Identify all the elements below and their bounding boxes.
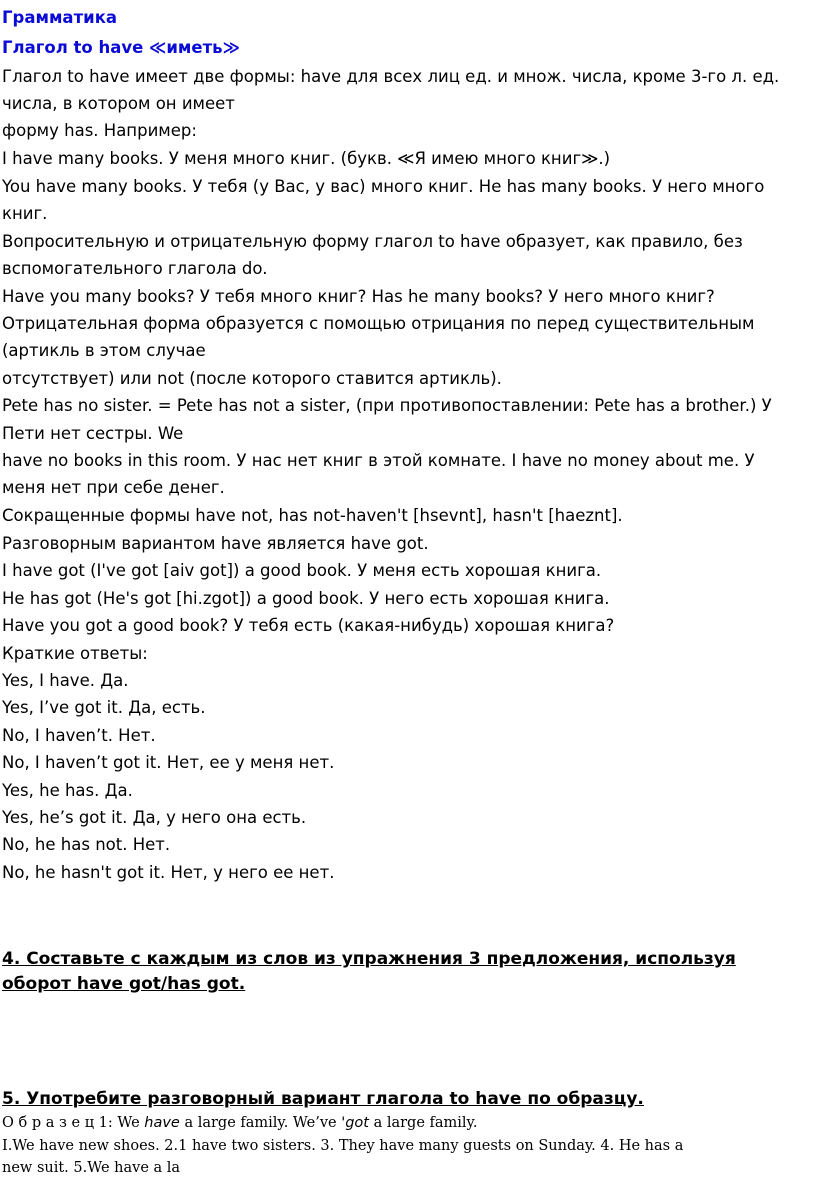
exercise-5-line: I.We have new shoes. 2.1 have two sisters. 3. They have many guests on Sunday. 4. He has a — [2, 1138, 684, 1154]
body-line: No, he hasn't got it. Нет, у него ее нет. — [2, 863, 335, 882]
body-line: форму has. Например: — [2, 121, 197, 140]
exercise-5-sample — [2, 1112, 477, 1134]
body-line: No, I haven’t. Нет. — [2, 726, 156, 745]
heading: Грамматика — [2, 8, 118, 27]
body-line: Yes, I’ve got it. Да, есть. — [2, 698, 206, 717]
body-line: числа, в котором он имеет — [2, 94, 235, 113]
sample-emphasis-got: 'got — [341, 1115, 369, 1131]
body-line: have no books in this room. У нас нет книг в этой комнате. I have no money about me. У — [2, 451, 755, 470]
sample-text: a large family. We’ve — [179, 1115, 342, 1131]
body-line: No, I haven’t got it. Нет, ее у меня нет. — [2, 753, 335, 772]
body-line: Pete has no sister. = Pete has not a sister, (при противопоставлении: Pete has a brother.) У — [2, 396, 772, 415]
body-line: Have you many books? У тебя много книг? Has he many books? У него много книг? — [2, 287, 715, 306]
exercise-5-line: new suit. 5.We have a la — [2, 1160, 181, 1176]
body-line: He has got (He's got [hi.zgot]) a good book. У него есть хорошая книга. — [2, 589, 610, 608]
sample-emphasis-have: have — [144, 1115, 180, 1131]
body-line: меня нет при себе денег. — [2, 478, 225, 497]
body-line: You have many books. У тебя (у Вас, у вас) много книг. He has many books. У него много — [2, 177, 765, 196]
body-line: No, he has not. Нет. — [2, 835, 171, 854]
exercise-5-title: 5. Употребите разговорный вариант глагола to have по образцу. — [2, 1089, 644, 1109]
exercise-4-title-line: 4. Составьте с каждым из слов из упражнения 3 предложения, используя — [2, 949, 736, 969]
body-line: I have got (I've got [aiv got]) a good book. У меня есть хорошая книга. — [2, 561, 602, 580]
body-line: Разговорным вариантом have является have got. — [2, 534, 429, 553]
body-line: Сокращенные формы have not, has not-haven't [hsevnt], hasn't [haeznt]. — [2, 506, 623, 525]
subheading: Глагол to have ≪иметь≫ — [2, 38, 240, 57]
body-line: книг. — [2, 204, 48, 223]
body-line: отсутствует) или not (после которого ставится артикль). — [2, 369, 502, 388]
exercise-4-title-line: оборот have got/has got. — [2, 974, 246, 994]
body-line: Yes, I have. Да. — [2, 671, 129, 690]
body-line: вспомогательного глагола do. — [2, 259, 268, 278]
body-line: Отрицательная форма образуется с помощью отрицания по перед существительным — [2, 314, 755, 333]
body-line: Have you got a good book? У тебя есть (какая-нибудь) хорошая книга? — [2, 616, 615, 635]
body-line: (артикль в этом случае — [2, 341, 206, 360]
body-line: Yes, he has. Да. — [2, 781, 133, 800]
body-line: Yes, he’s got it. Да, у него она есть. — [2, 808, 307, 827]
body-line: Пети нет сестры. We — [2, 424, 184, 443]
body-line: Вопросительную и отрицательную форму глагол to have образует, как правило, без — [2, 232, 743, 251]
sample-text: a large family. — [368, 1115, 478, 1131]
body-line: I have many books. У меня много книг. (букв. ≪Я имею много книг≫.) — [2, 149, 611, 168]
body-line: Краткие ответы: — [2, 644, 148, 663]
sample-text: О б р а з е ц 1: We — [2, 1115, 145, 1131]
body-line: Глагол to have имеет две формы: have для всех лиц ед. и множ. числа, кроме 3-го л. ед. — [2, 67, 780, 86]
